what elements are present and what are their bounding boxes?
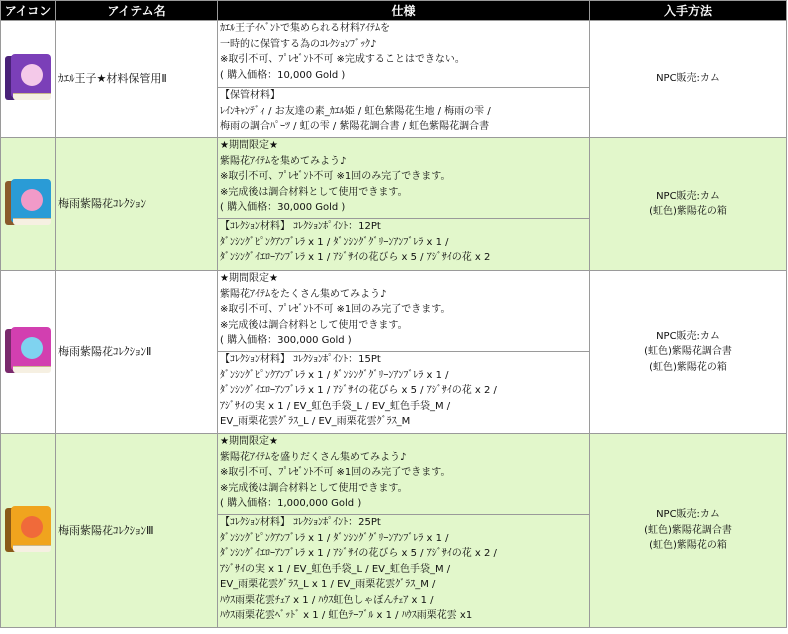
spec-line: ﾀﾞﾝｼﾝｸﾞﾋﾟﾝｸｱﾝﾌﾞﾚﾗ x 1 / ﾀﾞﾝｼﾝｸﾞｸﾞﾘｰﾝｱﾝﾌﾞﾚﾗ x 1 / xyxy=(220,236,449,248)
spec-line: ★期間限定★ xyxy=(220,140,278,151)
method-line: (虹色)紫陽花調合書 xyxy=(644,524,732,536)
orange-book-rainbow-icon xyxy=(3,504,53,554)
spec-line: ※取引不可、ﾌﾟﾚｾﾞﾝﾄ不可 ※完成することはできない。 xyxy=(220,54,465,65)
spec-line: ｱｼﾞｻｲの実 x 1 / EV_虹色手袋_L / EV_虹色手袋_M / xyxy=(220,400,451,412)
spec-line: 紫陽花ｱｲﾃﾑをたくさん集めてみよう♪ xyxy=(220,288,387,300)
spec-line: 【ｺﾚｸｼｮﾝ材料】 ｺﾚｸｼｮﾝﾎﾟｲﾝﾄ：25Pt xyxy=(220,517,381,528)
spec-line: ※取引不可、ﾌﾟﾚｾﾞﾝﾄ不可 ※1回のみ完了できます。 xyxy=(220,304,451,315)
spec-cell xyxy=(218,21,590,138)
header-spec: 仕様 xyxy=(218,1,590,21)
spec-line: ※完成後は調合材料として使用できます。 xyxy=(220,482,408,494)
spec-materials xyxy=(218,352,589,430)
icon-cell xyxy=(1,434,56,628)
spec-line: ※完成後は調合材料として使用できます。 xyxy=(220,186,408,198)
spec-line: 紫陽花ｱｲﾃﾑを盛りだくさん集めてみよう♪ xyxy=(220,451,407,463)
spec-line: 【保管材料】 xyxy=(220,90,280,101)
item-name: ｶｴﾙ王子★材料保管用Ⅱ xyxy=(56,21,218,138)
icon-cell xyxy=(1,271,56,434)
method-line: (虹色)紫陽花の箱 xyxy=(649,206,727,217)
spec-line: ﾀﾞﾝｼﾝｸﾞｲｴﾛｰｱﾝﾌﾞﾚﾗ x 1 / ｱｼﾞｻｲの花びら x 5 / ｱｼﾞｻｲの花 x 2 / xyxy=(220,385,497,396)
item-name: 梅雨紫陽花ｺﾚｸｼｮﾝⅡ xyxy=(56,271,218,434)
table-row xyxy=(1,271,787,434)
header-icon: アイコン xyxy=(1,1,56,21)
pink-book-glasses-icon xyxy=(3,325,53,375)
spec-line: ﾀﾞﾝｼﾝｸﾞｲｴﾛｰｱﾝﾌﾞﾚﾗ x 1 / ｱｼﾞｻｲの花びら x 5 / ｱｼﾞｻｲの花 x 2 / xyxy=(220,548,497,559)
header-name: アイテム名 xyxy=(56,1,218,21)
method-cell xyxy=(590,434,787,628)
method-cell xyxy=(590,271,787,434)
table-row xyxy=(1,21,787,138)
spec-materials xyxy=(218,88,589,135)
spec-line: ★期間限定★ xyxy=(220,273,278,284)
spec-cell xyxy=(218,271,590,434)
spec-line: 一時的に保管する為のｺﾚｸｼｮﾝﾌﾞｯｸ♪ xyxy=(220,38,377,50)
method-line: NPC販売:カム xyxy=(656,190,720,202)
icon-cell xyxy=(1,21,56,138)
table-row xyxy=(1,138,787,271)
spec-line: 梅雨の調合ﾊﾟｰﾂ / 虹の雫 / 紫陽花調合書 / 虹色紫陽花調合書 xyxy=(220,121,490,132)
table-row xyxy=(1,434,787,628)
spec-line: ﾀﾞﾝｼﾝｸﾞﾋﾟﾝｸｱﾝﾌﾞﾚﾗ x 1 / ﾀﾞﾝｼﾝｸﾞｸﾞﾘｰﾝｱﾝﾌﾞﾚﾗ x 1 / xyxy=(220,532,449,544)
spec-line: ※完成後は調合材料として使用できます。 xyxy=(220,319,408,331)
icon-cell xyxy=(1,138,56,271)
blue-book-umbrella-icon xyxy=(3,177,53,227)
spec-description xyxy=(218,21,589,88)
spec-materials xyxy=(218,515,589,624)
spec-line: EV_雨栗花雲ｸﾞﾗｽ_L x 1 / EV_雨栗花雲ｸﾞﾗｽ_M / xyxy=(220,579,436,590)
spec-description xyxy=(218,434,589,515)
spec-line: ( 購入価格：30,000 Gold ) xyxy=(220,202,346,213)
header-method: 入手方法 xyxy=(590,1,787,21)
spec-line: ※取引不可、ﾌﾟﾚｾﾞﾝﾄ不可 ※1回のみ完了できます。 xyxy=(220,467,451,478)
item-name: 梅雨紫陽花ｺﾚｸｼｮﾝ xyxy=(56,138,218,271)
spec-line: ( 購入価格：300,000 Gold ) xyxy=(220,335,352,346)
spec-description xyxy=(218,271,589,352)
spec-line: ｶｴﾙ王子ｲﾍﾞﾝﾄで集められる材料ｱｲﾃﾑを xyxy=(220,23,390,34)
item-name: 梅雨紫陽花ｺﾚｸｼｮﾝⅢ xyxy=(56,434,218,628)
spec-line: ※取引不可、ﾌﾟﾚｾﾞﾝﾄ不可 ※1回のみ完了できます。 xyxy=(220,171,451,182)
spec-line: ( 購入価格：1,000,000 Gold ) xyxy=(220,498,362,509)
spec-cell xyxy=(218,138,590,271)
spec-line: ★期間限定★ xyxy=(220,436,278,447)
spec-line: 【ｺﾚｸｼｮﾝ材料】 ｺﾚｸｼｮﾝﾎﾟｲﾝﾄ：15Pt xyxy=(220,354,381,365)
spec-line: ﾀﾞﾝｼﾝｸﾞｲｴﾛｰｱﾝﾌﾞﾚﾗ x 1 / ｱｼﾞｻｲの花びら x 5 / ｱｼﾞｻｲの花 x 2 xyxy=(220,252,491,263)
spec-line: ﾚｲﾝｷｬﾝﾃﾞｨ / お友達の素_ｶｴﾙ姫 / 虹色紫陽花生地 / 梅雨の雫 / xyxy=(220,105,491,117)
method-line: (虹色)紫陽花の箱 xyxy=(649,540,727,552)
method-line: NPC販売:カム xyxy=(656,509,720,521)
spec-line: EV_雨栗花雲ｸﾞﾗｽ_L / EV_雨栗花雲ｸﾞﾗｽ_M xyxy=(220,416,411,427)
spec-cell xyxy=(218,434,590,628)
spec-line: ｱｼﾞｻｲの実 x 1 / EV_虹色手袋_L / EV_虹色手袋_M / xyxy=(220,563,451,575)
spec-line: 紫陽花ｱｲﾃﾑを集めてみよう♪ xyxy=(220,155,347,167)
method-cell xyxy=(590,138,787,271)
method-line: (虹色)紫陽花調合書 xyxy=(644,346,732,358)
spec-line: ﾊｳｽ雨栗花雲ﾁｪｱ x 1 / ﾊｳｽ虹色しゃぼんﾁｪｱ x 1 / xyxy=(220,594,434,606)
spec-materials xyxy=(218,219,589,266)
method-line: (虹色)紫陽花の箱 xyxy=(649,361,727,373)
spec-line: ﾀﾞﾝｼﾝｸﾞﾋﾟﾝｸｱﾝﾌﾞﾚﾗ x 1 / ﾀﾞﾝｼﾝｸﾞｸﾞﾘｰﾝｱﾝﾌﾞﾚﾗ x 1 / xyxy=(220,369,449,381)
spec-description xyxy=(218,138,589,219)
purple-book-flower-icon xyxy=(3,52,53,102)
spec-line: ( 購入価格：10,000 Gold ) xyxy=(220,69,346,81)
spec-line: 【ｺﾚｸｼｮﾝ材料】 ｺﾚｸｼｮﾝﾎﾟｲﾝﾄ：12Pt xyxy=(220,221,381,232)
spec-line: ﾊｳｽ雨栗花雲ﾍﾞｯﾄﾞ x 1 / 虹色ﾃｰﾌﾞﾙ x 1 / ﾊｳｽ雨栗花雲 x1 xyxy=(220,610,473,621)
method-line: NPC販売:カム xyxy=(656,330,720,342)
method-line: NPC販売:カム xyxy=(656,73,720,85)
method-cell xyxy=(590,21,787,138)
header-row xyxy=(1,1,787,21)
